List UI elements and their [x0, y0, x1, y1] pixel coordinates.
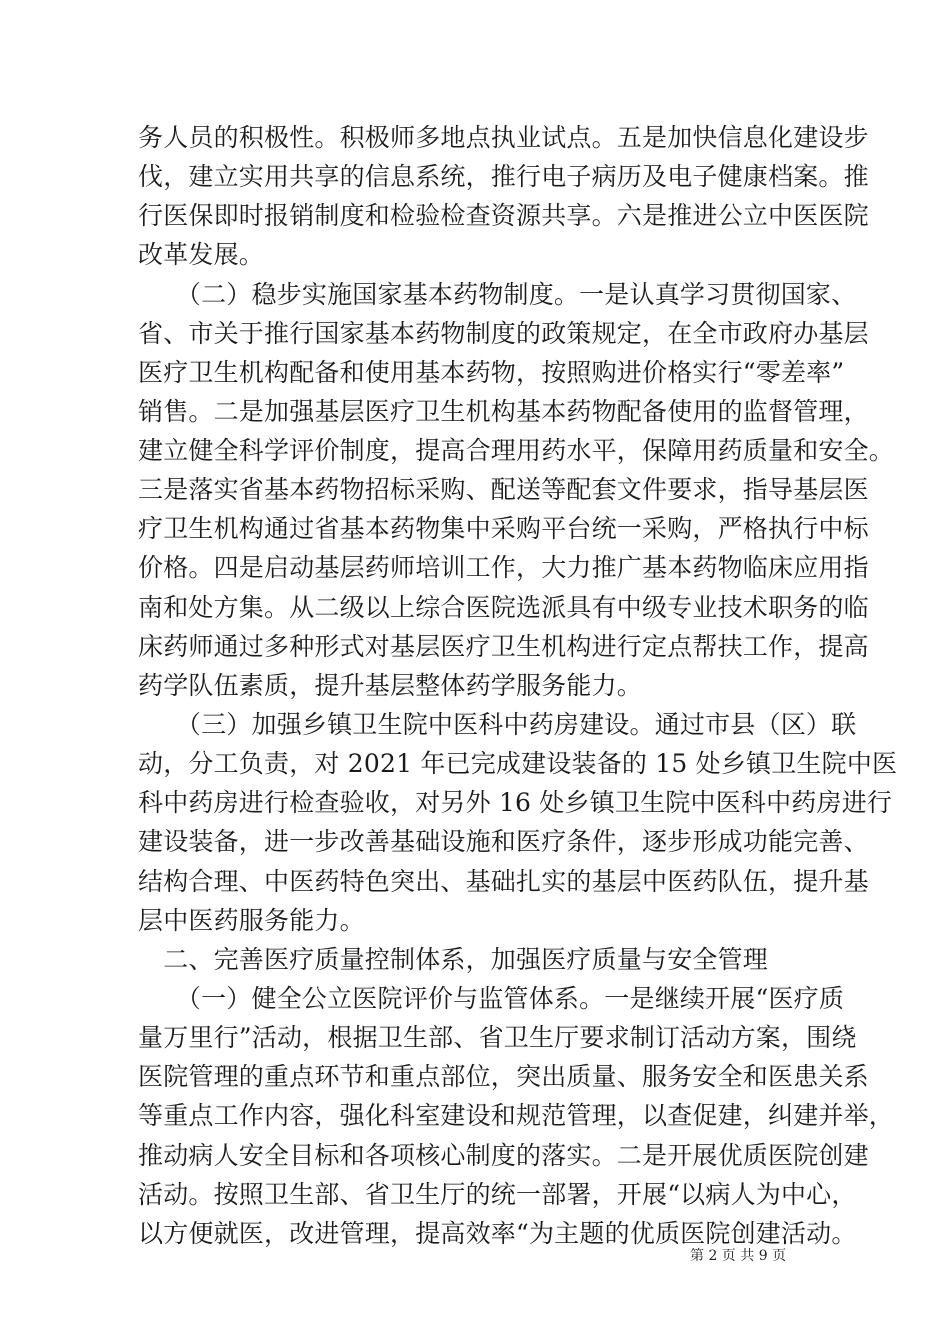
body-text-line: 科中药房进行检查验收，对另外 16 处乡镇卫生院中医科中药房进行	[138, 788, 893, 817]
section-heading: 二、完善医疗质量控制体系，加强医疗质量与安全管理	[138, 945, 769, 974]
body-text-line: 三是落实省基本药物招标采购、配送等配套文件要求，指导基层医	[138, 475, 869, 504]
body-text-line: 建设装备，进一步改善基础设施和医疗条件，逐步形成功能完善、	[138, 827, 869, 856]
body-text-line: 动，分工负责，对 2021 年已完成建设装备的 15 处乡镇卫生院中医	[138, 749, 898, 778]
body-text-line: 省、市关于推行国家基本药物制度的政策规定，在全市政府办基层	[138, 319, 869, 348]
body-text-line: 结构合理、中医药特色突出、基础扎实的基层中医药队伍，提升基	[138, 867, 869, 896]
body-text-line: 改革发展。	[138, 240, 265, 269]
body-text-line: 疗卫生机构通过省基本药物集中采购平台统一采购，严格执行中标	[138, 514, 869, 543]
body-text-line: 活动。按照卫生部、省卫生厅的统一部署，开展“以病人为中心，	[138, 1180, 857, 1209]
body-text-line: 销售。二是加强基层医疗卫生机构基本药物配备使用的监督管理，	[138, 397, 869, 426]
body-text-line: 建立健全科学评价制度，提高合理用药水平，保障用药质量和安全。	[138, 436, 895, 465]
body-text-line: 医院管理的重点环节和重点部位，突出质量、服务安全和医患关系	[138, 1062, 869, 1091]
body-text-line: （二）稳步实施国家基本药物制度。一是认真学习贯彻国家、	[138, 280, 857, 309]
body-text-line: 等重点工作内容，强化科室建设和规范管理，以查促建，纠建并举，	[138, 1101, 895, 1130]
body-text-line: 南和处方集。从二级以上综合医院选派具有中级专业技术职务的临	[138, 593, 869, 622]
body-text-line: 药学队伍素质，提升基层整体药学服务能力。	[138, 671, 643, 700]
body-text-line: 伐，建立实用共享的信息系统，推行电子病历及电子健康档案。推	[138, 162, 869, 191]
body-text-line: 务人员的积极性。积极师多地点执业试点。五是加快信息化建设步	[138, 123, 869, 152]
body-text-line: 推动病人安全目标和各项核心制度的落实。二是开展优质医院创建	[138, 1141, 869, 1170]
body-text-line: 量万里行”活动，根据卫生部、省卫生厅要求制订活动方案，围绕	[138, 1023, 857, 1052]
body-text-line: （一）健全公立医院评价与监管体系。一是继续开展“医疗质	[138, 984, 845, 1013]
body-text-line: 床药师通过多种形式对基层医疗卫生机构进行定点帮扶工作，提高	[138, 632, 869, 661]
body-text-line: 层中医药服务能力。	[138, 906, 365, 935]
body-text-line: 医疗卫生机构配备和使用基本药物，按照购进价格实行“零差率”	[138, 358, 845, 387]
body-text-line: （三）加强乡镇卫生院中医科中药房建设。通过市县（区）联	[138, 710, 857, 739]
body-text-line: 价格。四是启动基层药师培训工作，大力推广基本药物临床应用指	[138, 553, 869, 582]
body-text-line: 以方便就医，改进管理，提高效率“为主题的优质医院创建活动。	[138, 1219, 857, 1248]
page-number-footer: 第 2 页 共 9 页	[690, 1248, 787, 1264]
body-text-line: 行医保即时报销制度和检验检查资源共享。六是推进公立中医医院	[138, 201, 869, 230]
